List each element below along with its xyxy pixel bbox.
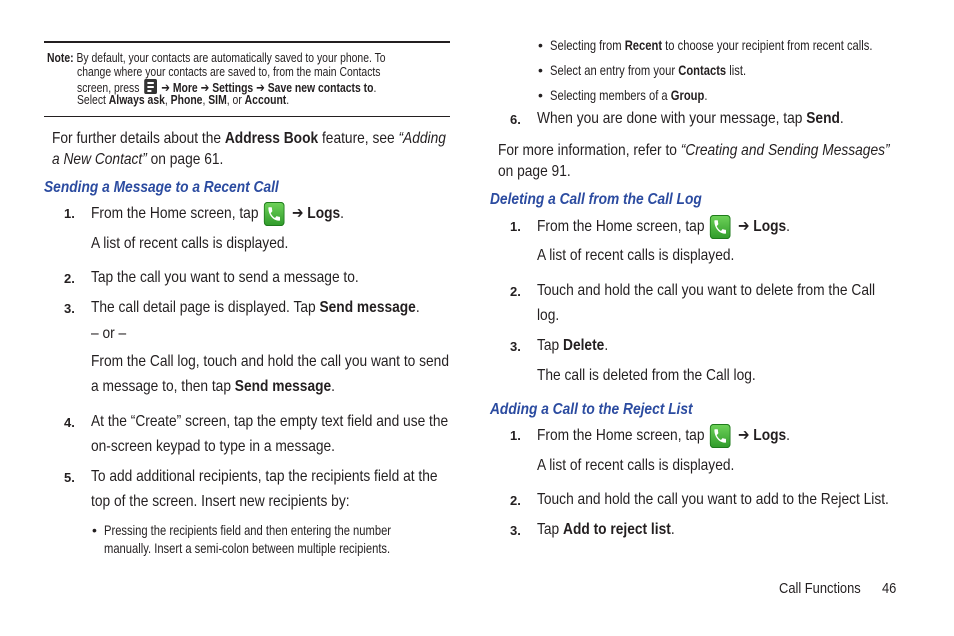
section-heading-deleting-call: Deleting a Call from the Call Log xyxy=(490,191,702,208)
step-3-text: Tap Add to reject list. xyxy=(537,521,675,538)
step-number: 3. xyxy=(510,339,521,354)
step-1-text: From the Home screen, tap ➔ Logs. xyxy=(91,202,385,226)
intro-cross-reference[interactable]: “Adding xyxy=(398,130,446,147)
step-1-text: From the Home screen, tap ➔ Logs. xyxy=(537,215,831,239)
step-6-text: When you are done with your message, tap Send. xyxy=(537,110,844,127)
step-number: 5. xyxy=(64,470,75,485)
more-info-line-1: For more information, refer to “Creating and Sending Messages” xyxy=(498,142,890,159)
step-3-text: The call detail page is displayed. Tap Send message. xyxy=(91,299,420,316)
section-heading-reject-list: Adding a Call to the Reject List xyxy=(490,401,693,418)
step-number: 2. xyxy=(64,271,75,286)
step-number: 3. xyxy=(510,523,521,538)
step-4-line-1: At the “Create” screen, tap the empty text field and use the xyxy=(91,413,449,430)
note-top-rule xyxy=(44,41,450,43)
note-line-2: change where your contacts are saved to, from the main Contacts xyxy=(77,64,381,79)
bullet-marker: • xyxy=(538,87,543,103)
step-1-text: From the Home screen, tap ➔ Logs. xyxy=(537,424,831,448)
intro-line-2: a New Contact” on page 61. xyxy=(52,151,224,168)
intro-line-1: For further details about the Address Book feature, see “Adding xyxy=(52,130,446,147)
step-1-result: A list of recent calls is displayed. xyxy=(91,235,289,252)
note-bottom-rule xyxy=(44,116,450,117)
alt-step-line-2: a message to, then tap Send message. xyxy=(91,378,336,395)
more-info-line-2: on page 91. xyxy=(498,163,571,180)
step-2-line-2: log. xyxy=(537,307,560,324)
phone-icon xyxy=(264,202,285,226)
alt-step-line-1: From the Call log, touch and hold the call you want to send xyxy=(91,353,449,370)
note-line-4: Select Always ask, Phone, SIM, or Account. xyxy=(77,92,290,107)
note-line-1: Note: By default, your contacts are automatically saved to your phone. To xyxy=(47,50,386,65)
bullet-marker: • xyxy=(538,62,543,78)
step-number: 4. xyxy=(64,415,75,430)
step-number: 1. xyxy=(64,206,75,221)
bullet-3: Select an entry from your Contacts list. xyxy=(550,62,747,78)
phone-icon xyxy=(710,424,731,448)
bullet-marker: • xyxy=(538,37,543,53)
bullet-marker: • xyxy=(92,522,97,538)
intro-cross-reference-2[interactable]: a New Contact” xyxy=(52,151,147,168)
step-5-line-2: top of the screen. Insert new recipients by: xyxy=(91,493,350,510)
step-2-line-1: Touch and hold the call you want to delete from the Call xyxy=(537,282,876,299)
step-2-text: Touch and hold the call you want to add to the Reject List. xyxy=(537,491,889,508)
bullet-2: Selecting from Recent to choose your recipient from recent calls. xyxy=(550,37,873,53)
step-1-result: A list of recent calls is displayed. xyxy=(537,457,735,474)
phone-icon xyxy=(710,215,731,239)
step-3-result: The call is deleted from the Call log. xyxy=(537,367,756,384)
step-2-text: Tap the call you want to send a message to. xyxy=(91,269,359,286)
step-4-line-2: on-screen keypad to type in a message. xyxy=(91,438,335,455)
step-number: 1. xyxy=(510,219,521,234)
step-number: 2. xyxy=(510,284,521,299)
bullet-4: Selecting members of a Group. xyxy=(550,87,708,103)
step-1-result: A list of recent calls is displayed. xyxy=(537,247,735,264)
bullet-1-line-2: manually. Insert a semi-colon between multiple recipients. xyxy=(104,540,391,556)
page-number: 46 xyxy=(882,580,897,597)
or-separator: – or – xyxy=(91,325,127,342)
step-number: 2. xyxy=(510,493,521,508)
step-number: 3. xyxy=(64,301,75,316)
note-line-3: screen, press ➔ More ➔ Settings ➔ Save new contacts to. xyxy=(77,80,377,95)
step-5-line-1: To add additional recipients, tap the recipients field at the xyxy=(91,468,438,485)
messages-cross-reference[interactable]: “Creating and Sending Messages” xyxy=(680,142,890,159)
step-3-text: Tap Delete. xyxy=(537,337,609,354)
section-heading-sending-message: Sending a Message to a Recent Call xyxy=(44,179,279,196)
step-number: 1. xyxy=(510,428,521,443)
step-number: 6. xyxy=(510,112,521,127)
bullet-1-line-1: Pressing the recipients field and then entering the number xyxy=(104,522,392,538)
footer-section-title: Call Functions xyxy=(779,580,861,597)
